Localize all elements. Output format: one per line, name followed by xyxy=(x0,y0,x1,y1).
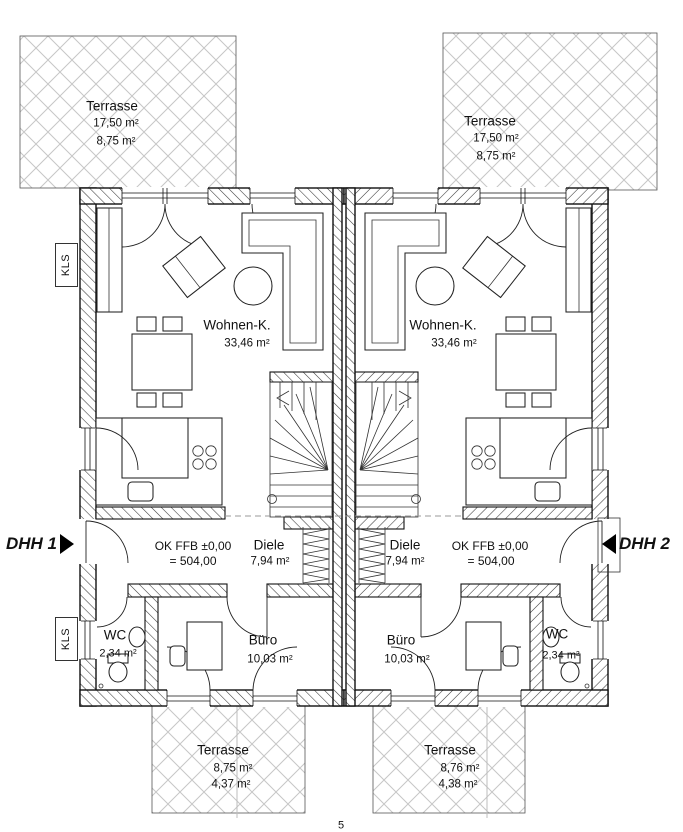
wc-name-dhh1: WC xyxy=(103,627,127,643)
unit-dhh2-geometry xyxy=(344,187,609,707)
wc-sink xyxy=(129,627,145,647)
office-furniture xyxy=(170,622,222,670)
terrace-bottom-left-name: Terrasse xyxy=(197,742,249,758)
hall-area-dhh2: 7,94 m² xyxy=(385,555,425,568)
office-area-dhh1: 10,03 m² xyxy=(247,653,293,666)
unit-label-dhh2 xyxy=(602,534,670,554)
wc-door xyxy=(97,597,127,627)
level-note-line2-dhh1: = 504,00 xyxy=(169,554,217,568)
terrace-top-right-name: Terrasse xyxy=(464,113,516,129)
living-area-dhh2: 33,46 m² xyxy=(431,337,477,350)
chair xyxy=(137,317,156,331)
desk-chair xyxy=(170,646,185,666)
terrace-top-right-area2: 8,75 m² xyxy=(476,150,516,163)
level-note-line2-dhh2: = 504,00 xyxy=(467,554,515,568)
office-area-dhh2: 10,03 m² xyxy=(384,653,430,666)
terrace-bottom-right-area2: 4,38 m² xyxy=(438,778,478,791)
office-door xyxy=(227,597,267,637)
living-area-dhh1: 33,46 m² xyxy=(224,337,270,350)
terrace-top-right-area1: 17,50 m² xyxy=(473,132,519,145)
kitchen-wall xyxy=(96,507,225,519)
kitchen-counter xyxy=(96,418,222,505)
office-name-dhh2: Büro xyxy=(386,632,416,648)
terrace-bottom-left-area2: 4,37 m² xyxy=(211,778,251,791)
party-wall xyxy=(333,188,355,706)
wc-office-wall xyxy=(145,597,158,690)
hall-name-dhh2: Diele xyxy=(389,537,421,553)
terrace-bottom-right xyxy=(373,706,525,813)
round-table xyxy=(234,267,272,305)
armchair xyxy=(163,236,225,297)
section-mark: 5 xyxy=(337,819,345,832)
sideboard xyxy=(97,208,122,312)
floor-drain xyxy=(99,684,103,688)
desk xyxy=(187,622,222,670)
terrace-bottom-left xyxy=(152,706,305,813)
entry-arrow-right-icon xyxy=(60,534,74,554)
hall-name-dhh1: Diele xyxy=(253,537,285,553)
winder-stairs xyxy=(268,382,333,517)
wc-area-dhh2: 2,34 m² xyxy=(542,649,580,662)
terrace-top-right xyxy=(443,33,657,190)
kls-label-upper: KLS xyxy=(60,253,73,277)
kls-box-upper xyxy=(55,243,78,287)
terrace-top-left-area2: 8,75 m² xyxy=(96,135,136,148)
living-name-dhh1: Wohnen-K. xyxy=(203,317,271,333)
wc-name-dhh2: WC xyxy=(545,626,569,642)
unit-label-dhh1 xyxy=(6,534,74,554)
entry-arrow-left-icon xyxy=(602,534,616,554)
terrace-bottom-right-name: Terrasse xyxy=(424,742,476,758)
dhh1-label: DHH 1 xyxy=(6,534,58,553)
toilet-bowl xyxy=(109,662,127,682)
office-name-dhh1: Büro xyxy=(248,632,278,648)
kitchen-sink xyxy=(128,482,153,501)
dining-table xyxy=(132,334,192,390)
dhh2-label: DHH 2 xyxy=(619,534,671,553)
stair-direction-arrow xyxy=(277,391,289,405)
level-note-line1-dhh2: OK FFB ±0,00 xyxy=(451,539,529,553)
level-note-line1-dhh1: OK FFB ±0,00 xyxy=(154,539,232,553)
wardrobe-symbol xyxy=(303,527,329,583)
kls-box-lower xyxy=(55,617,78,661)
living-name-dhh2: Wohnen-K. xyxy=(409,317,477,333)
terrace-bottom-right-area1: 8,76 m² xyxy=(440,762,480,775)
terrace-top-left-name: Terrasse xyxy=(86,98,138,114)
terrace-top-left-area1: 17,50 m² xyxy=(93,117,139,130)
kls-label-lower: KLS xyxy=(60,627,73,651)
hall-area-dhh1: 7,94 m² xyxy=(250,555,290,568)
wc-area-dhh1: 2,34 m² xyxy=(99,647,137,660)
terrace-bottom-left-area1: 8,75 m² xyxy=(213,762,253,775)
